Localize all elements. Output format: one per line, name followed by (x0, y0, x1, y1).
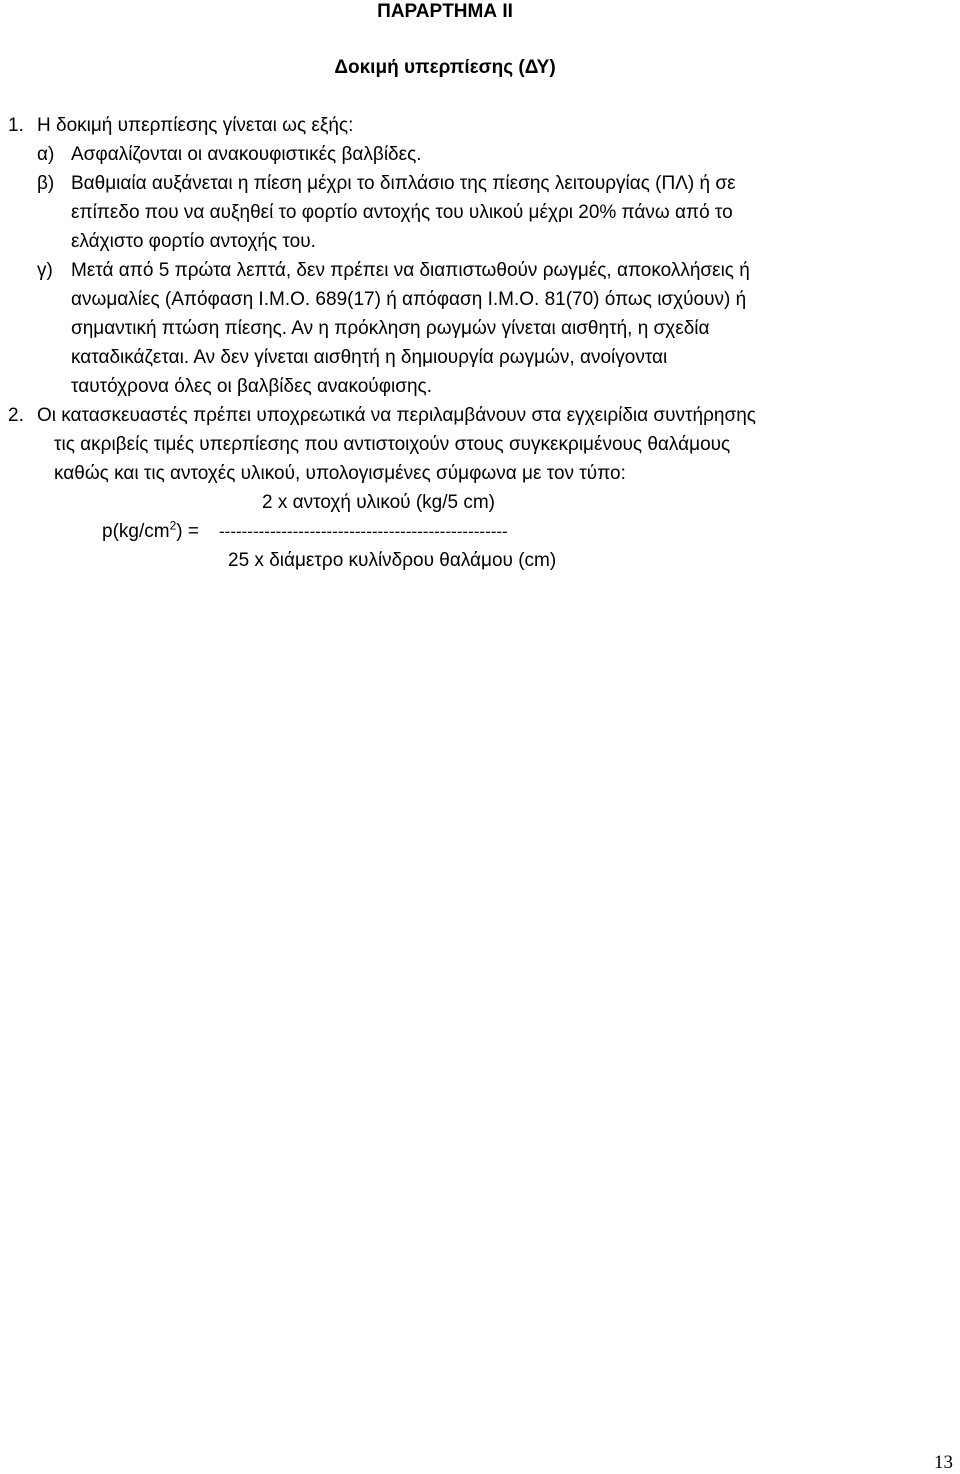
page-number: 13 (934, 1452, 953, 1473)
item-2-line-3: καθώς και τις αντοχές υλικού, υπολογισμένες σύμφωνα με τον τύπο: (54, 463, 626, 484)
item-2-marker: 2. (8, 405, 24, 426)
sub-c-marker: γ) (37, 260, 53, 281)
sub-c-line-2: ανωμαλίες (Απόφαση Ι.Μ.Ο. 689(17) ή απόφαση Ι.Μ.Ο. 81(70) όπως ισχύουν) ή (71, 289, 747, 310)
sub-b-marker: β) (37, 173, 55, 194)
formula-fraction-bar: --------------------------------------------------- (219, 522, 508, 541)
sub-c-line-3: σημαντική πτώση πίεσης. Αν η πρόκληση ρωγμών γίνεται αισθητή, η σχεδία (71, 318, 710, 339)
formula-lhs-base: p(kg/cm (102, 521, 170, 542)
formula-lhs-tail: ) = (176, 521, 199, 542)
sub-a-marker: α) (37, 144, 55, 165)
section-title: Δοκιμή υπερπίεσης (ΔΥ) (334, 57, 556, 78)
item-1-marker: 1. (8, 115, 24, 136)
item-1-intro: Η δοκιμή υπερπίεσης γίνεται ως εξής: (37, 115, 354, 136)
formula-lhs-exponent: 2 (169, 518, 177, 533)
sub-b-line-3: ελάχιστο φορτίο αντοχής του. (71, 231, 316, 252)
formula-numerator: 2 x αντοχή υλικού (kg/5 cm) (262, 492, 496, 513)
appendix-title: ΠΑΡΑΡΤΗΜΑ ΙΙ (377, 1, 513, 22)
item-2-line-2: τις ακριβείς τιμές υπερπίεσης που αντιστοιχούν στους συγκεκριμένους θαλάμους (54, 434, 731, 455)
sub-c-line-4: καταδικάζεται. Αν δεν γίνεται αισθητή η δημιουργία ρωγμών, ανοίγονται (71, 347, 668, 368)
item-2-line-1: Οι κατασκευαστές πρέπει υποχρεωτικά να περιλαμβάνουν στα εγχειρίδια συντήρησης (37, 405, 756, 426)
sub-b-line-2: επίπεδο που να αυξηθεί το φορτίο αντοχής του υλικού μέχρι 20% πάνω από το (71, 202, 733, 223)
sub-c-line-5: ταυτόχρονα όλες οι βαλβίδες ανακούφισης. (71, 376, 432, 397)
sub-c-line-1: Μετά από 5 πρώτα λεπτά, δεν πρέπει να διαπιστωθούν ρωγμές, αποκολλήσεις ή (71, 260, 750, 281)
sub-b-line-1: Βαθμιαία αυξάνεται η πίεση μέχρι το διπλάσιο της πίεσης λειτουργίας (ΠΛ) ή σε (71, 173, 736, 194)
formula-denominator: 25 x διάμετρο κυλίνδρου θαλάμου (cm) (228, 550, 557, 571)
sub-a-text: Ασφαλίζονται οι ανακουφιστικές βαλβίδες. (71, 144, 422, 165)
formula-lhs (102, 520, 199, 544)
